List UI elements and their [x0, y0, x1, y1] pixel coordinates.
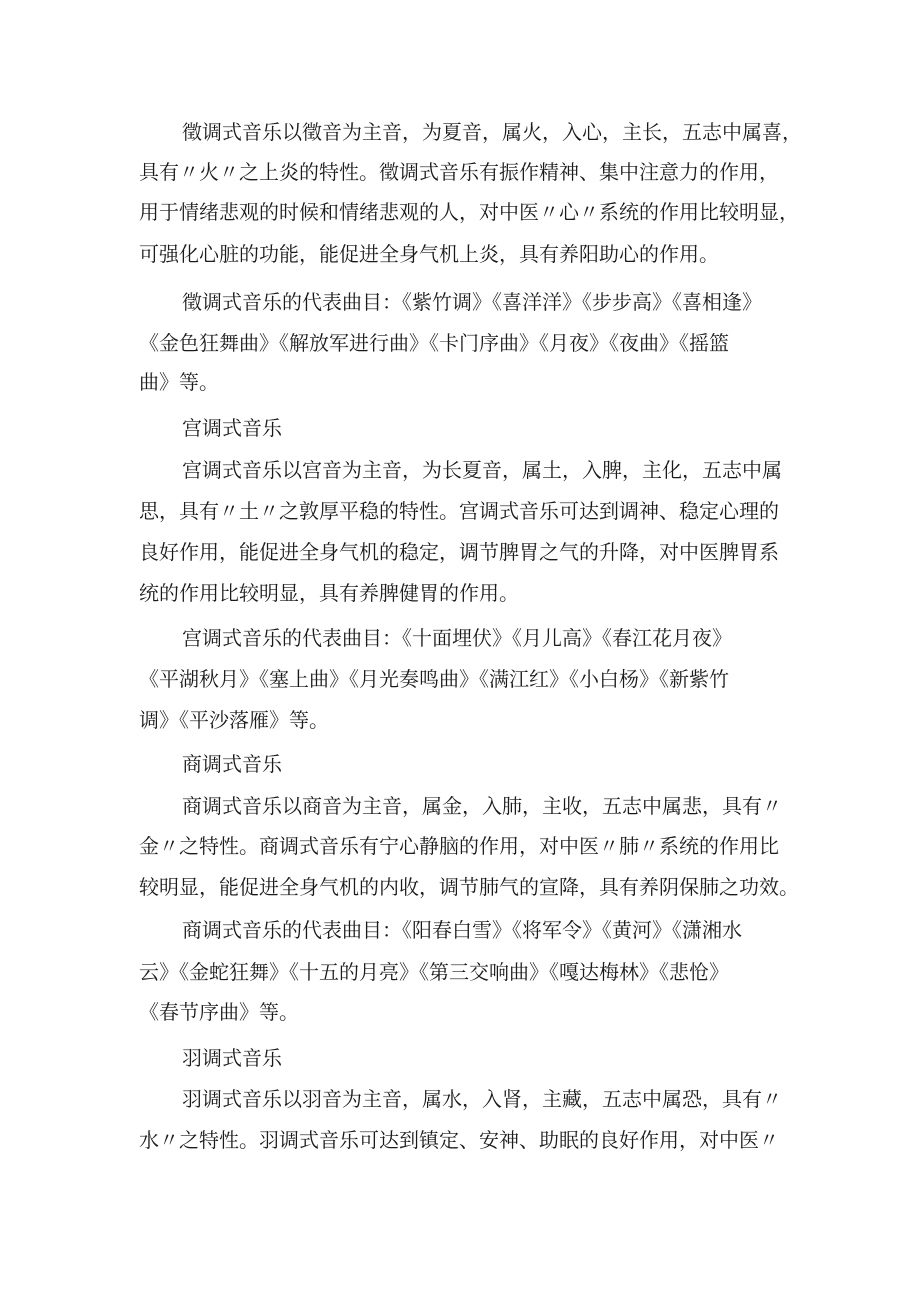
gong-repertoire-line-2: 《平湖秋月》《塞上曲》《月光奏鸣曲》《满江红》《小白杨》《新紫竹: [139, 667, 729, 691]
gong-repertoire-line-3: 调》《平沙落雁》等。: [139, 708, 329, 732]
shang-repertoire-line-3: 《春节序曲》等。: [139, 1000, 299, 1024]
zhi-repertoire-line-2: 《金色狂舞曲》《解放军进行曲》《卡门序曲》《月夜》《夜曲》《摇篮: [139, 331, 729, 355]
zhi-description-line-2: 具有〃火〃之上炎的特性。徵调式音乐有振作精神、集中注意力的作用，: [139, 160, 779, 184]
gong-repertoire-line-1: 宫调式音乐的代表曲目：《十面埋伏》《月儿高》《春江花月夜》: [182, 626, 732, 650]
yu-description-line-1: 羽调式音乐以羽音为主音，属水，入肾，主藏，五志中属恐，具有〃: [182, 1087, 782, 1111]
shang-repertoire-line-2: 云》《金蛇狂舞》《十五的月亮》《第三交响曲》《嘎达梅林》《悲怆》: [139, 960, 729, 984]
shang-description-line-3: 较明显，能促进全身气机的内收，调节肺气的宣降，具有养阴保肺之功效。: [139, 875, 799, 899]
gong-description-line-2: 思，具有〃土〃之敦厚平稳的特性。宫调式音乐可达到调神、稳定心理的: [139, 499, 779, 523]
gong-description-line-4: 统的作用比较明显，具有养脾健胃的作用。: [139, 581, 519, 605]
shang-heading: 商调式音乐: [182, 752, 282, 776]
zhi-description-line-3: 用于情绪悲观的时候和情绪悲观的人，对中医〃心〃系统的作用比较明显，: [139, 200, 799, 224]
shang-repertoire-line-1: 商调式音乐的代表曲目：《阳春白雪》《将军令》《黄河》《潇湘水: [182, 918, 742, 942]
yu-description-line-2: 水〃之特性。羽调式音乐可达到镇定、安神、助眠的良好作用，对中医〃: [139, 1128, 779, 1152]
shang-description-line-1: 商调式音乐以商音为主音，属金，入肺，主收，五志中属悲，具有〃: [182, 794, 782, 818]
zhi-repertoire-line-3: 曲》等。: [139, 370, 219, 394]
zhi-repertoire-line-1: 徵调式音乐的代表曲目：《紫竹调》《喜洋洋》《步步高》《喜相逢》: [182, 290, 762, 314]
zhi-description-line-4: 可强化心脏的功能，能促进全身气机上炎，具有养阳助心的作用。: [139, 242, 719, 266]
gong-description-line-1: 宫调式音乐以宫音为主音，为长夏音，属土，入脾，主化，五志中属: [182, 458, 782, 482]
gong-description-line-3: 良好作用，能促进全身气机的稳定，调节脾胃之气的升降，对中医脾胃系: [139, 540, 779, 564]
zhi-description-line-1: 徵调式音乐以徵音为主音，为夏音，属火，入心，主长，五志中属喜，: [182, 120, 802, 144]
shang-description-line-2: 金〃之特性。商调式音乐有宁心静脑的作用，对中医〃肺〃系统的作用比: [139, 834, 779, 858]
yu-heading: 羽调式音乐: [182, 1046, 282, 1070]
gong-heading: 宫调式音乐: [182, 416, 282, 440]
